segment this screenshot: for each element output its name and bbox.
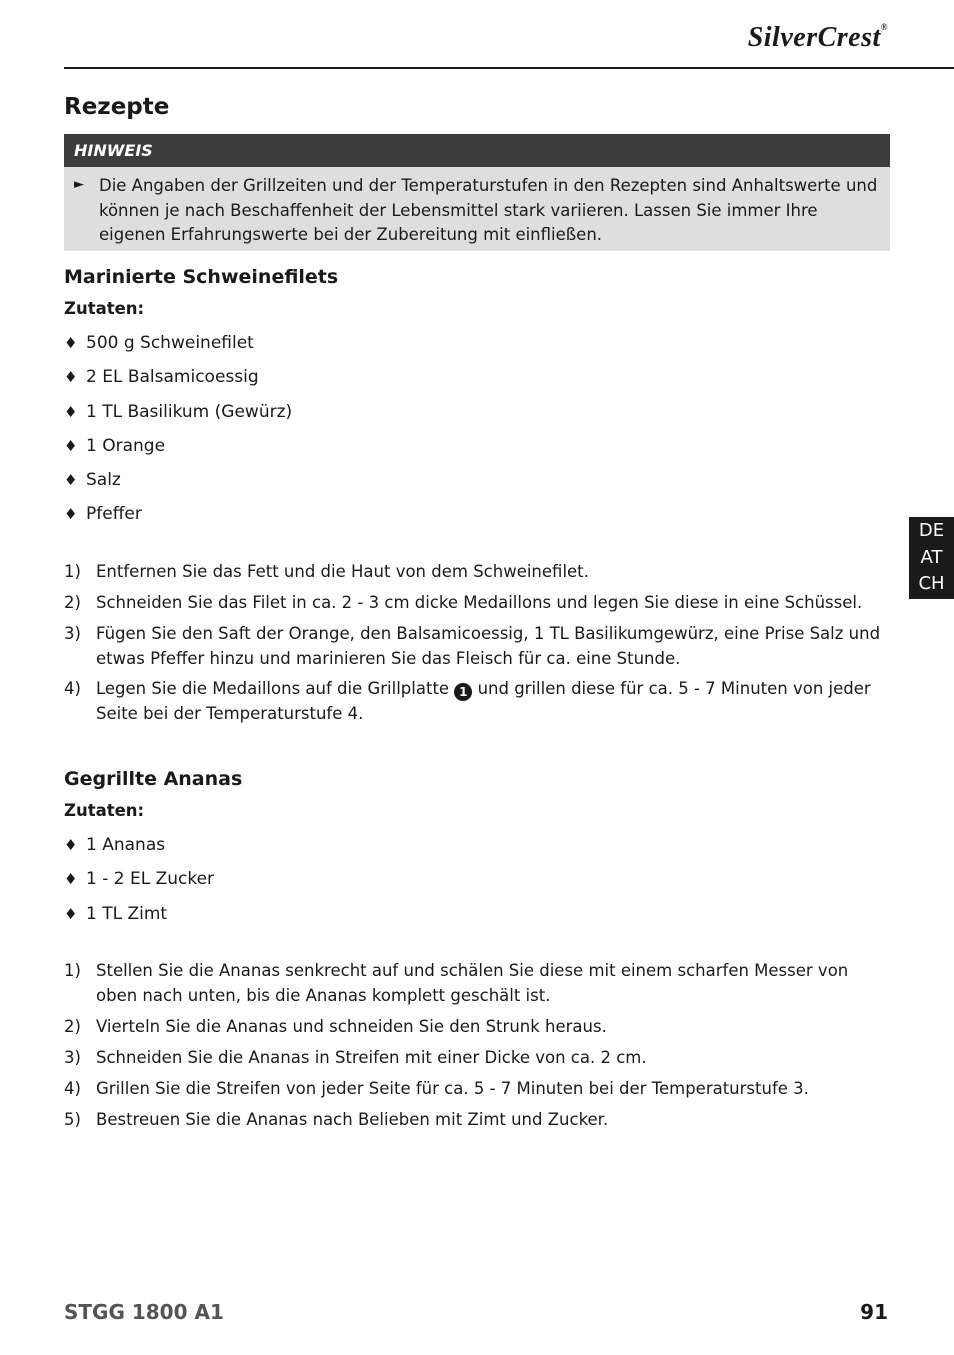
note-box (64, 167, 890, 251)
ingredient-text: Pfeffer (86, 504, 142, 524)
step-number: 3) (64, 1048, 81, 1067)
step-text-part: Legen Sie die Medaillons auf die Grillplatte (96, 679, 450, 698)
step-text: Schneiden Sie das Filet in ca. 2 - 3 cm dicke Medaillons und legen Sie diese in eine Schüssel. (96, 593, 863, 612)
step-item (64, 958, 890, 1008)
ingredient-text: 1 Orange (86, 436, 166, 456)
step-text: Entfernen Sie das Fett und die Haut von dem Schweinefilet. (96, 562, 589, 581)
ingredient-text: 1 Ananas (86, 835, 166, 855)
step-item (64, 676, 890, 726)
step-text: Stellen Sie die Ananas senkrecht auf und schälen Sie diese mit einem scharfen Messer von oben nach unten, bis die Ananas komplett geschält ist. (96, 961, 849, 1005)
step-text: Bestreuen Sie die Ananas nach Belieben mit Zimt und Zucker. (96, 1110, 609, 1129)
arrow-right-icon: ► (74, 177, 84, 192)
language-code: AT (920, 546, 943, 568)
ingredient-text: 1 TL Basilikum (Gewürz) (86, 402, 293, 422)
step-number: 4) (64, 679, 81, 698)
step-number: 4) (64, 1079, 81, 1098)
step-item (64, 1107, 890, 1132)
step-number: 2) (64, 1017, 81, 1036)
part-reference-badge: 1 (454, 683, 472, 701)
diamond-bullet-icon: ♦ (64, 505, 78, 523)
note-header (64, 134, 890, 167)
language-code: CH (918, 573, 945, 594)
ingredient-item (64, 904, 167, 924)
ingredient-item (64, 835, 165, 855)
brand-logo (748, 22, 888, 54)
step-item (64, 559, 890, 584)
page-title: Rezepte (64, 94, 170, 120)
step-number: 3) (64, 624, 81, 643)
step-number: 2) (64, 593, 81, 612)
language-tab (909, 517, 954, 599)
ingredient-text: Salz (86, 470, 121, 490)
ingredient-item (64, 333, 254, 353)
note-text: Die Angaben der Grillzeiten und der Temperaturstufen in den Rezepten sind Anhaltswerte und können je nach Beschaffenheit der Lebensmittel stark variieren. Lassen Sie immer Ihre eigenen Erfahrungswerte bei der Zubereitung mit einfließen. (99, 176, 878, 244)
diamond-bullet-icon: ♦ (64, 870, 78, 888)
diamond-bullet-icon: ♦ (64, 437, 78, 455)
step-number: 1) (64, 961, 81, 980)
diamond-bullet-icon: ♦ (64, 368, 78, 386)
step-text: Vierteln Sie die Ananas und schneiden Sie den Strunk heraus. (96, 1017, 607, 1036)
ingredient-item (64, 402, 292, 422)
brand-name: SilverCrest (747, 22, 881, 53)
step-item (64, 590, 890, 615)
ingredient-text: 1 - 2 EL Zucker (86, 869, 215, 889)
page-number: 91 (860, 1300, 888, 1324)
ingredient-text: 1 TL Zimt (86, 904, 168, 924)
ingredient-item (64, 869, 214, 889)
ingredient-item (64, 436, 165, 456)
step-text-part: und grillen diese für ca. 5 - 7 Minuten von jeder Seite bei der Temperaturstufe 4. (96, 679, 871, 723)
ingredients-label: Zutaten: (64, 801, 145, 820)
ingredients-label: Zutaten: (64, 299, 145, 318)
registered-mark: ® (880, 22, 888, 32)
ingredient-item (64, 367, 259, 387)
ingredient-text: 2 EL Balsamicoessig (86, 367, 259, 387)
step-text: Grillen Sie die Streifen von jeder Seite für ca. 5 - 7 Minuten bei der Temperaturstufe 3. (96, 1079, 809, 1098)
step-text (96, 676, 890, 726)
model-number: STGG 1800 A1 (64, 1300, 224, 1324)
diamond-bullet-icon: ♦ (64, 471, 78, 489)
ingredient-text: 500 g Schweinefilet (86, 333, 254, 353)
step-number: 5) (64, 1110, 81, 1129)
recipe-title: Gegrillte Ananas (64, 768, 243, 790)
step-text: Schneiden Sie die Ananas in Streifen mit einer Dicke von ca. 2 cm. (96, 1048, 647, 1067)
diamond-bullet-icon: ♦ (64, 334, 78, 352)
ingredient-item (64, 470, 121, 490)
diamond-bullet-icon: ♦ (64, 403, 78, 421)
step-item (64, 1045, 890, 1070)
header-rule (64, 67, 954, 69)
ingredient-item (64, 504, 142, 524)
step-text: Fügen Sie den Saft der Orange, den Balsamicoessig, 1 TL Basilikumgewürz, eine Prise Salz und etwas Pfeffer hinzu und marinieren Sie das Fleisch für ca. eine Stunde. (96, 624, 881, 668)
language-code: DE (918, 520, 945, 541)
step-item (64, 1076, 890, 1101)
note-label: HINWEIS (74, 141, 153, 160)
recipe-title: Marinierte Schweinefilets (64, 266, 339, 288)
step-number: 1) (64, 562, 81, 581)
step-item (64, 621, 890, 671)
diamond-bullet-icon: ♦ (64, 905, 78, 923)
diamond-bullet-icon: ♦ (64, 836, 78, 854)
step-item (64, 1014, 890, 1039)
